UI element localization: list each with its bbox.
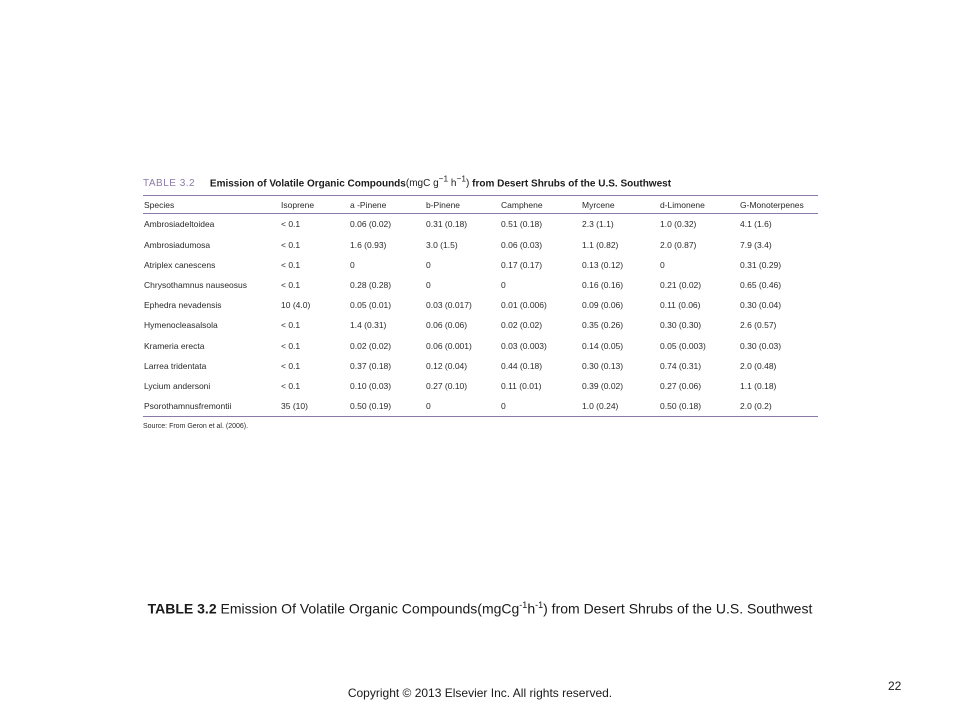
value-cell: < 0.1	[281, 380, 301, 391]
value-cell: 0.06 (0.06)	[426, 320, 468, 331]
value-cell: 0.30 (0.04)	[740, 300, 782, 311]
column-header: G-Monoterpenes	[739, 196, 818, 214]
column-header: a -Pinene	[349, 196, 425, 214]
value-cell: 0.21 (0.02)	[660, 279, 702, 290]
value-cell: 0.03 (0.017)	[426, 300, 472, 311]
value-cell: 0.28 (0.28)	[350, 279, 392, 290]
species-cell: Hymenocleasalsola	[144, 320, 218, 331]
value-cell: 0.37 (0.18)	[350, 360, 392, 371]
value-cell: 1.0 (0.24)	[581, 396, 659, 417]
value-cell: 1.1 (0.82)	[582, 239, 619, 250]
value-cell: 35 (10)	[280, 396, 349, 417]
units-prefix: (mgC g	[405, 178, 439, 190]
value-cell: 0.11 (0.06)	[660, 300, 701, 311]
page-number: 22	[888, 679, 902, 693]
value-cell: 0.65 (0.46)	[740, 279, 782, 290]
value-cell: 0.50 (0.18)	[659, 396, 739, 417]
slide-caption-label: TABLE 3.2	[147, 600, 217, 617]
value-cell: 0.10 (0.03)	[350, 380, 392, 391]
value-cell: < 0.1	[281, 340, 301, 351]
value-cell: < 0.1	[281, 259, 301, 270]
value-cell: 7.9 (3.4)	[740, 239, 772, 250]
value-cell: 0	[500, 396, 581, 417]
value-cell: 0.31 (0.18)	[426, 219, 468, 230]
table-row	[143, 335, 818, 355]
table-source: Source: From Geron et al. (2006).	[143, 423, 249, 431]
table-caption	[143, 171, 818, 196]
value-cell: < 0.1	[281, 239, 301, 250]
table-title-suffix: from Desert Shrubs of the U.S. Southwest	[472, 178, 672, 190]
value-cell: 0	[660, 259, 665, 270]
value-cell: 0.16 (0.16)	[582, 279, 624, 290]
value-cell: 1.4 (0.31)	[350, 320, 387, 331]
species-cell: Chrysothamnus nauseosus	[144, 279, 248, 290]
value-cell: 0.50 (0.19)	[349, 396, 425, 417]
species-cell: Ambrosiadumosa	[144, 239, 211, 250]
value-cell: 2.6 (0.57)	[740, 320, 777, 331]
column-header: Isoprene	[280, 196, 349, 214]
value-cell: 3.0 (1.5)	[426, 239, 458, 250]
species-cell: Ambrosiadeltoidea	[144, 219, 215, 230]
slide-caption	[0, 600, 960, 617]
species-cell: Atriplex canescens	[144, 259, 216, 270]
table-row	[143, 315, 818, 335]
value-cell: < 0.1	[281, 219, 301, 230]
table-row	[143, 214, 818, 235]
value-cell: 0.06 (0.02)	[350, 219, 392, 230]
value-cell: 0.27 (0.10)	[426, 380, 468, 391]
value-cell: 0.05 (0.01)	[350, 300, 392, 311]
table-row	[143, 255, 818, 275]
table-label: TABLE 3.2	[143, 178, 196, 190]
value-cell: 0	[426, 279, 431, 290]
copyright-notice: Copyright © 2013 Elsevier Inc. All rights reserved.	[347, 686, 613, 700]
slide-caption-sup-1: -1	[519, 600, 528, 610]
value-cell: 0	[425, 396, 500, 417]
value-cell: 0.44 (0.18)	[501, 360, 543, 371]
value-cell: 10 (4.0)	[281, 300, 311, 311]
value-cell: 0.17 (0.17)	[501, 259, 543, 270]
value-cell: 0.02 (0.02)	[350, 340, 392, 351]
table-row	[143, 235, 818, 255]
value-cell: 0	[426, 259, 431, 270]
table-title-text: Emission of Volatile Organic Compounds	[209, 178, 406, 190]
emissions-table-figure	[143, 171, 818, 430]
table-row	[143, 396, 818, 417]
value-cell: 0.03 (0.003)	[501, 340, 547, 351]
value-cell: 0.02 (0.02)	[501, 320, 543, 331]
value-cell: 1.1 (0.18)	[740, 380, 777, 391]
column-header: Species	[143, 196, 280, 214]
column-header: d-Limonene	[659, 196, 739, 214]
units-suffix: )	[466, 178, 470, 190]
value-cell: 0.31 (0.29)	[740, 259, 782, 270]
value-cell: 0.35 (0.26)	[582, 320, 624, 331]
value-cell: 0.39 (0.02)	[582, 380, 624, 391]
table-row	[143, 356, 818, 376]
species-cell: Lycium andersoni	[144, 380, 211, 391]
value-cell: 2.0 (0.48)	[740, 360, 777, 371]
value-cell: < 0.1	[281, 360, 301, 371]
value-cell: 0.14 (0.05)	[582, 340, 624, 351]
value-cell: 0.74 (0.31)	[660, 360, 702, 371]
table-units	[405, 174, 470, 190]
value-cell: < 0.1	[281, 320, 301, 331]
table-body	[143, 214, 818, 417]
species-cell: Ephedra nevadensis	[144, 300, 222, 311]
slide-caption-text-3: ) from Desert Shrubs of the U.S. Southwest	[543, 600, 813, 617]
table-title	[209, 174, 672, 190]
value-cell: 0	[350, 259, 355, 270]
value-cell: 0.01 (0.006)	[501, 300, 547, 311]
column-header: Myrcene	[581, 196, 659, 214]
value-cell: 0.13 (0.12)	[582, 259, 624, 270]
species-cell: Psorothamnusfremontii	[143, 396, 280, 417]
value-cell: 0.11 (0.01)	[501, 380, 542, 391]
table-row	[143, 295, 818, 315]
value-cell: 0.12 (0.04)	[426, 360, 468, 371]
value-cell: 0.27 (0.06)	[660, 380, 702, 391]
value-cell: 0.30 (0.13)	[582, 360, 624, 371]
value-cell: 2.0 (0.87)	[660, 239, 697, 250]
value-cell: 2.0 (0.2)	[739, 396, 818, 417]
value-cell: 0	[501, 279, 506, 290]
value-cell: 0.30 (0.03)	[740, 340, 782, 351]
units-exponent-2: −1	[456, 174, 466, 184]
units-mid: h	[448, 178, 457, 190]
value-cell: 1.6 (0.93)	[350, 239, 387, 250]
units-exponent-1: −1	[438, 174, 449, 184]
value-cell: 0.09 (0.06)	[582, 300, 624, 311]
value-cell: 1.0 (0.32)	[660, 219, 697, 230]
emissions-table	[143, 196, 818, 417]
value-cell: 4.1 (1.6)	[740, 219, 772, 230]
column-header: b-Pinene	[425, 196, 500, 214]
table-row	[143, 376, 818, 396]
column-header: Camphene	[500, 196, 581, 214]
value-cell: < 0.1	[281, 279, 301, 290]
value-cell: 0.51 (0.18)	[501, 219, 543, 230]
slide-caption-sup-2: -1	[535, 600, 544, 610]
value-cell: 2.3 (1.1)	[582, 219, 614, 230]
species-cell: Larrea tridentata	[144, 360, 207, 371]
value-cell: 0.30 (0.30)	[660, 320, 702, 331]
value-cell: 0.05 (0.003)	[660, 340, 706, 351]
table-header-row	[143, 196, 818, 214]
value-cell: 0.06 (0.03)	[501, 239, 543, 250]
species-cell: Krameria erecta	[144, 340, 205, 351]
table-row	[143, 275, 818, 295]
slide-caption-text-1: Emission Of Volatile Organic Compounds(mgCg	[216, 600, 520, 617]
value-cell: 0.06 (0.001)	[426, 340, 472, 351]
slide-caption-text-2: h	[527, 600, 536, 617]
